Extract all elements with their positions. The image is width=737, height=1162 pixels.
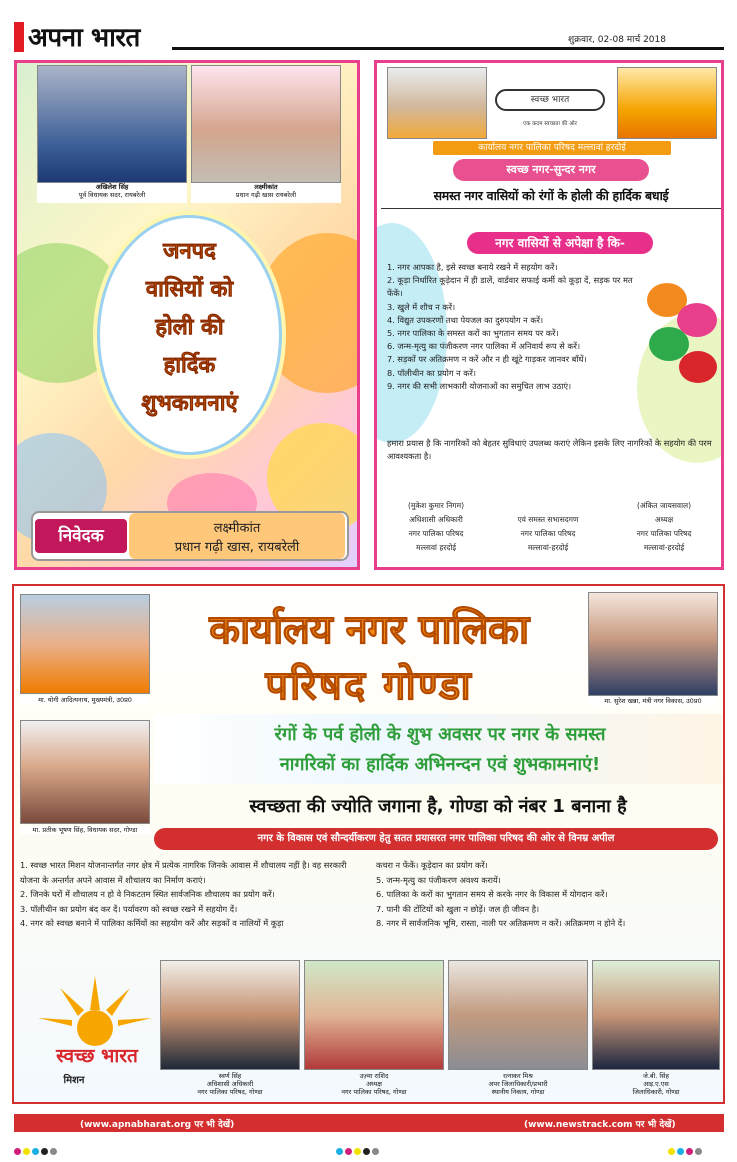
footer-left-url[interactable]: (www.apnabharat.org पर भी देखें) xyxy=(80,1120,235,1130)
expect-item: 7. सड़कों पर अतिक्रमण न करें और न ही खूंटे गाड़कर जानवर बाँधें। xyxy=(387,354,587,365)
sig-left-line: (मुकेश कुमार निगम) xyxy=(407,501,465,510)
ad-bottom xyxy=(12,584,725,1104)
official-title: अपर जिलाधिकारी/प्रभारी xyxy=(488,1080,548,1088)
greeting-text xyxy=(97,233,282,423)
sender-title: प्रधान गढ़ी खास, रायबरेली xyxy=(174,540,300,555)
sig-mid-line xyxy=(493,499,603,513)
official-1-photo xyxy=(160,960,300,1070)
person2-title: प्रधान गढ़ी खास रायबरेली xyxy=(235,191,297,199)
official-place: नगर पालिका परिषद, गोण्डा xyxy=(197,1088,263,1096)
official-title: अध्यक्ष xyxy=(366,1080,382,1088)
bottom-point: 5. जन्म-मृत्यु का पंजीकरण अवश्य करायें। xyxy=(376,874,501,885)
greeting-line-2: वासियों को xyxy=(145,277,234,302)
official-name: स्वर्ण सिंह xyxy=(218,1072,242,1080)
office-name: कार्यालय नगर पालिका परिषद मल्लावां हरदोई xyxy=(433,141,671,155)
person1-photo xyxy=(37,65,187,183)
expect-item: 5. नगर पालिका के समस्त करों का भुगतान समय पर करें। xyxy=(387,328,559,339)
headline-rule xyxy=(381,208,721,209)
expect-item: 2. कूड़ा निर्धारित कूड़ेदान में ही डालें, वार्डवार सफाई कर्मी को कूड़ा दें, सड़क पर मत फेंकें। xyxy=(387,275,633,299)
mla-photo xyxy=(20,720,150,824)
official-name: जे.बी. सिंह xyxy=(643,1072,669,1080)
masthead-date: शुक्रवार, 02-08 मार्च 2018 xyxy=(568,35,666,45)
official-4-photo xyxy=(592,960,720,1070)
closing-note: हमारा प्रयास है कि नागरिकों को बेहतर सुविधाएं उपलब्ध कराएं लेकिन इसके लिए नागरिकों के सहयोग की परम आवश्यकता है। xyxy=(387,438,712,461)
color-bowls xyxy=(647,283,717,393)
swachh-bharat-logo xyxy=(20,966,170,1098)
expect-item: 3. खुले में शौच न करें। xyxy=(387,301,456,312)
bottom-greeting-line1: रंगों के पर्व होली के शुभ अवसर पर नगर के समस्त xyxy=(274,724,606,745)
sig-left-line: नगर पालिका परिषद xyxy=(408,529,464,538)
sig-left-line: अधिशासी अधिकारी xyxy=(409,515,463,524)
slogan: स्वच्छ नगर-सुन्दर नगर xyxy=(453,159,649,181)
person2-photo xyxy=(191,65,341,183)
minister-caption: मा. सुरेश खन्ना, मंत्री नगर विकास, उ0प्र0 xyxy=(588,697,718,705)
sig-mid-line: मल्लावां-हरदोई xyxy=(527,543,569,552)
nivedak-badge: निवेदक xyxy=(35,519,127,553)
bottom-point: 1. स्वच्छ भारत मिशन योजनान्तर्गत नगर क्षेत्र में प्रत्येक नागरिक जिनके आवास में शौचालय नहीं है। वह सरकारी योजना के अन्तर्गत अपने आवास में शौचालय का निर्माण कराएं। xyxy=(20,860,347,885)
greeting-line-1: जनपद xyxy=(163,239,216,264)
sig-mid-line: नगर पालिका परिषद xyxy=(520,529,576,538)
expect-title: नगर वासियों से अपेक्षा है कि- xyxy=(467,232,653,254)
official-2-caption xyxy=(304,1072,444,1096)
official-place: नगर पालिका परिषद, गोण्डा xyxy=(341,1088,407,1096)
ad-right xyxy=(374,60,724,570)
official-3-photo xyxy=(448,960,588,1070)
sig-right-line: (अंकित जायसवाल) xyxy=(636,501,692,510)
person1-name: अखिलेश सिंह xyxy=(95,183,129,191)
official-3-caption xyxy=(448,1072,588,1096)
color-registration-mid xyxy=(336,1140,381,1159)
person1-title: पूर्व विधायक सदर, रायबरेली xyxy=(78,191,146,199)
sig-mid-line: एवं समस्त सभासदगण xyxy=(517,515,579,524)
bottom-point: 3. पॉलीथीन का प्रयोग बंद कर दें। पर्यावरण को स्वच्छ रखने में सहयोग दें। xyxy=(20,903,238,914)
swachh-tag: एक कदम स्वच्छता की ओर xyxy=(523,121,577,127)
person2-caption-box xyxy=(191,183,341,203)
official-title: आइ.ए.एस xyxy=(643,1080,669,1088)
official-place: स्थानीय निकाय, गोण्डा xyxy=(491,1088,545,1096)
greeting-line-5: शुभकामनाएं xyxy=(141,391,238,416)
expect-item: 4. विद्युत उपकरणों तथा पेयजल का दुरुपयोग न करें। xyxy=(387,314,544,325)
sig-mid xyxy=(493,499,603,555)
pm-photo xyxy=(387,67,487,139)
color-registration-right xyxy=(668,1140,704,1159)
yogi-caption: मा. योगी आदित्यनाथ, मुख्यमंत्री, उ0प्र0 xyxy=(20,696,150,704)
sun-icon xyxy=(20,966,170,1046)
official-name: रत्नाकर मिश्र xyxy=(503,1072,533,1080)
person1-caption-box xyxy=(37,183,187,203)
bottom-point: 7. पानी की टोंटियों को खुला न छोड़ें। जल ही जीवन है। xyxy=(376,903,540,914)
greeting-line-3: होली की xyxy=(155,315,224,340)
bottom-point: 4. नगर को स्वच्छ बनाने में पालिका कर्मियों का सहयोग करें और सड़कों व नालियों में कूड़ा xyxy=(20,918,284,929)
cm-photo xyxy=(617,67,717,139)
sig-right-line: मल्लावां-हरदोई xyxy=(643,543,685,552)
bottom-point: 2. जिनके घरों में शौचालय न हो वे निकटतम स्थित सार्वजनिक शौचालय का प्रयोग करें। xyxy=(20,889,275,900)
masthead-red-bar xyxy=(14,22,24,52)
expect-item: 6. जन्म-मृत्यु का पंजीकरण नगर पालिका में अनिवार्य रूप से करें। xyxy=(387,341,581,352)
official-title: अधिशासी अधिकारी xyxy=(206,1080,254,1088)
bottom-point: 8. नगर में सार्वजनिक भूमि, रास्ता, नाली पर अतिक्रमण न करें। अतिक्रमण न होने दें। xyxy=(376,918,626,929)
official-2-photo xyxy=(304,960,444,1070)
expect-list xyxy=(387,261,643,393)
bowl-red xyxy=(679,351,717,383)
expect-item: 1. नगर आपका है, इसे स्वच्छ बनाये रखने में सहयोग करें। xyxy=(387,262,558,272)
sender-name: लक्ष्मीकांत xyxy=(213,521,261,536)
official-place: जिलाधिकारी, गोण्डा xyxy=(632,1088,680,1096)
ad-left xyxy=(14,60,360,570)
sig-left xyxy=(381,499,491,555)
sig-left-line: मल्लावां हरदोई xyxy=(415,543,457,552)
masthead-rule xyxy=(172,47,724,50)
swachh-logo: स्वच्छ भारत xyxy=(495,89,605,111)
bottom-points-right xyxy=(376,858,716,931)
masthead-brand: अपना भारत xyxy=(28,23,140,53)
bottom-title-line1: कार्यालय नगर पालिका xyxy=(209,607,529,653)
sig-right-line: नगर पालिका परिषद xyxy=(636,529,692,538)
swachh-logo-text: स्वच्छ भारत xyxy=(56,1045,138,1067)
greeting-line-4: हार्दिक xyxy=(163,353,216,378)
expect-item: 9. नगर की सभी लाभकारी योजनाओं का समुचित लाभ उठाएं। xyxy=(387,380,572,391)
sig-right-line: अध्यक्ष xyxy=(654,515,674,524)
bottom-greeting-line2: नागरिकों का हार्दिक अभिनन्दन एवं शुभकामनाएं! xyxy=(279,754,601,775)
bottom-title-line2: परिषद गोण्डा xyxy=(265,663,473,709)
footer-right-url[interactable]: (www.newstrack.com पर भी देखें) xyxy=(524,1120,676,1130)
right-headline: समस्त नगर वासियों को रंगों के होली की हार्दिक बधाई xyxy=(433,188,669,203)
official-name: उज़्मा राशिद xyxy=(359,1072,389,1080)
official-1-caption xyxy=(160,1072,300,1096)
minister-photo xyxy=(588,592,718,696)
appeal-band: नगर के विकास एवं सौन्दर्यीकरण हेतु सतत प्रयासरत नगर पालिका परिषद की ओर से विनम्र अपील xyxy=(154,828,718,850)
bottom-point: 6. पालिका के करों का भुगतान समय से करके नगर के विकास में योगदान करें। xyxy=(376,889,608,900)
bottom-point: कचरा न फेंकें। कूड़ेदान का प्रयोग करें। xyxy=(376,860,488,870)
mla-caption: मा. प्रतीक भूषण सिंह, विधायक सदर, गोण्डा xyxy=(20,826,150,834)
yogi-photo xyxy=(20,594,150,694)
color-registration-left xyxy=(14,1140,59,1159)
official-4-caption xyxy=(592,1072,720,1096)
expect-item: 8. पॉलीथीन का प्रयोग न करें। xyxy=(387,367,476,378)
bottom-points-left xyxy=(20,858,368,931)
person2-name: लक्ष्मीकांत xyxy=(254,183,278,191)
sig-right xyxy=(609,499,719,555)
bottom-slogan: स्वच्छता की ज्योति जगाना है, गोण्डा को नंबर 1 बनाना है xyxy=(249,796,627,817)
swachh-logo-sub: मिशन xyxy=(63,1075,85,1086)
